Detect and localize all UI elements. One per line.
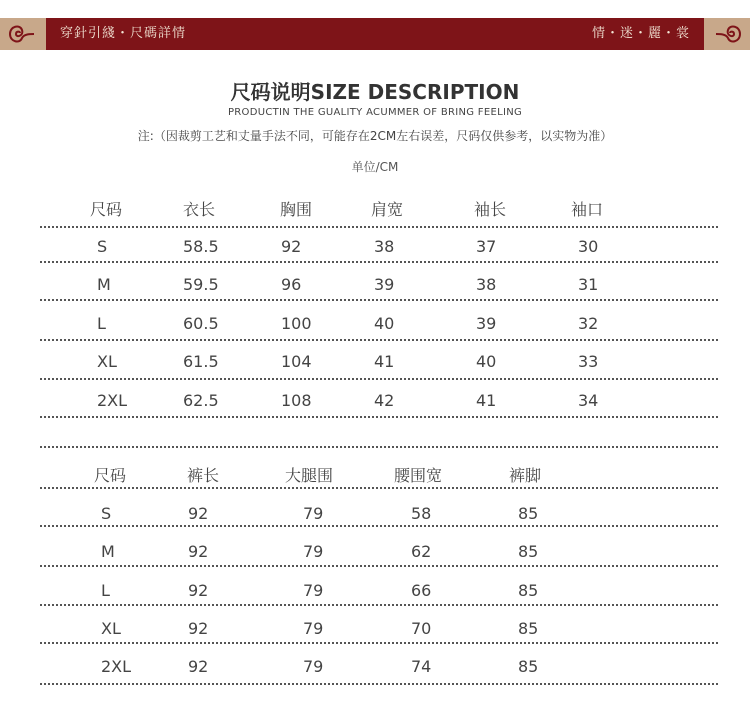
value-cell: 39: [374, 275, 395, 294]
value-cell: 92: [188, 581, 209, 600]
dotted-divider: [40, 261, 718, 263]
banner-left-title: 穿針引綫・尺碼詳情: [60, 26, 187, 41]
dotted-divider: [40, 642, 718, 644]
size-cell: 2XL: [101, 657, 132, 676]
header-cell: 腰围宽: [394, 466, 443, 485]
size-cell: XL: [101, 619, 121, 638]
value-cell: 42: [374, 391, 395, 410]
value-cell: 40: [476, 352, 497, 371]
value-cell: 70: [411, 619, 432, 638]
value-cell: 92: [188, 504, 209, 523]
value-cell: 41: [374, 352, 395, 371]
header-cell: 袖口: [571, 200, 604, 219]
value-cell: 96: [281, 275, 302, 294]
value-cell: 92: [188, 542, 209, 561]
size-cell: S: [97, 237, 108, 256]
size-cell: M: [97, 275, 111, 294]
value-cell: 41: [476, 391, 497, 410]
size-cell: 2XL: [97, 391, 128, 410]
value-cell: 60.5: [183, 314, 219, 333]
value-cell: 34: [578, 391, 599, 410]
value-cell: 59.5: [183, 275, 219, 294]
value-cell: 30: [578, 237, 599, 256]
page-subtitle: PRODUCTIN THE GUALITY ACUMMER OF BRING FEELING: [227, 107, 523, 118]
value-cell: 38: [374, 237, 395, 256]
dotted-divider: [40, 683, 718, 685]
value-cell: 58.5: [183, 237, 219, 256]
dotted-divider: [40, 604, 718, 606]
value-cell: 79: [303, 657, 324, 676]
scroll-ornament-icon: [712, 20, 744, 48]
value-cell: 85: [518, 657, 539, 676]
value-cell: 92: [188, 657, 209, 676]
dotted-divider: [40, 565, 718, 567]
value-cell: 108: [281, 391, 312, 410]
header-cell: 大腿围: [285, 466, 334, 485]
table-row: [0, 495, 750, 533]
dotted-divider: [40, 525, 718, 527]
size-cell: M: [101, 542, 115, 561]
header-cell: 尺码: [90, 200, 123, 219]
value-cell: 61.5: [183, 352, 219, 371]
value-cell: 79: [303, 504, 324, 523]
table-row: [0, 382, 750, 420]
dotted-divider: [40, 416, 718, 418]
table-row: [0, 343, 750, 381]
size-cell: L: [101, 581, 110, 600]
value-cell: 37: [476, 237, 497, 256]
size-cell: L: [97, 314, 106, 333]
value-cell: 92: [188, 619, 209, 638]
table-row: [0, 305, 750, 343]
dotted-divider: [40, 339, 718, 341]
value-cell: 85: [518, 619, 539, 638]
value-cell: 38: [476, 275, 497, 294]
dotted-divider: [40, 299, 718, 301]
value-cell: 100: [281, 314, 312, 333]
header-cell: 胸围: [280, 200, 313, 219]
header-cell: 裤脚: [509, 466, 542, 485]
dotted-divider: [40, 487, 718, 489]
value-cell: 85: [518, 581, 539, 600]
banner-left-ornament: [0, 18, 46, 50]
title-banner: [0, 18, 750, 50]
dotted-divider: [40, 378, 718, 380]
value-cell: 62.5: [183, 391, 219, 410]
header-cell: 肩宽: [371, 200, 404, 219]
page-title: 尺码说明SIZE DESCRIPTION: [230, 80, 520, 104]
header-cell: 裤长: [187, 466, 220, 485]
value-cell: 74: [411, 657, 432, 676]
value-cell: 104: [281, 352, 312, 371]
value-cell: 79: [303, 542, 324, 561]
value-cell: 33: [578, 352, 599, 371]
size-cell: S: [101, 504, 112, 523]
value-cell: 66: [411, 581, 432, 600]
value-cell: 79: [303, 619, 324, 638]
value-cell: 92: [281, 237, 302, 256]
table-header-row: [0, 457, 750, 495]
value-cell: 39: [476, 314, 497, 333]
banner-right-ornament: [704, 18, 750, 50]
table-header-row: [0, 191, 750, 229]
table-row: [0, 648, 750, 686]
value-cell: 85: [518, 542, 539, 561]
value-cell: 79: [303, 581, 324, 600]
dotted-divider: [40, 446, 718, 448]
header-cell: 衣长: [183, 200, 216, 219]
header-cell: 袖长: [474, 200, 507, 219]
value-cell: 31: [578, 275, 599, 294]
value-cell: 32: [578, 314, 599, 333]
value-cell: 62: [411, 542, 432, 561]
header-cell: 尺码: [94, 466, 127, 485]
value-cell: 40: [374, 314, 395, 333]
size-cell: XL: [97, 352, 117, 371]
banner-right-title: 情・迷・麗・裳: [591, 26, 690, 41]
value-cell: 85: [518, 504, 539, 523]
measurement-note: 注:（因裁剪工艺和丈量手法不同，可能存在2CM左右误差，尺码仅供参考，以实物为准）: [137, 129, 613, 143]
scroll-ornament-icon: [6, 20, 38, 48]
value-cell: 58: [411, 504, 432, 523]
unit-label: 单位/CM: [351, 160, 399, 174]
